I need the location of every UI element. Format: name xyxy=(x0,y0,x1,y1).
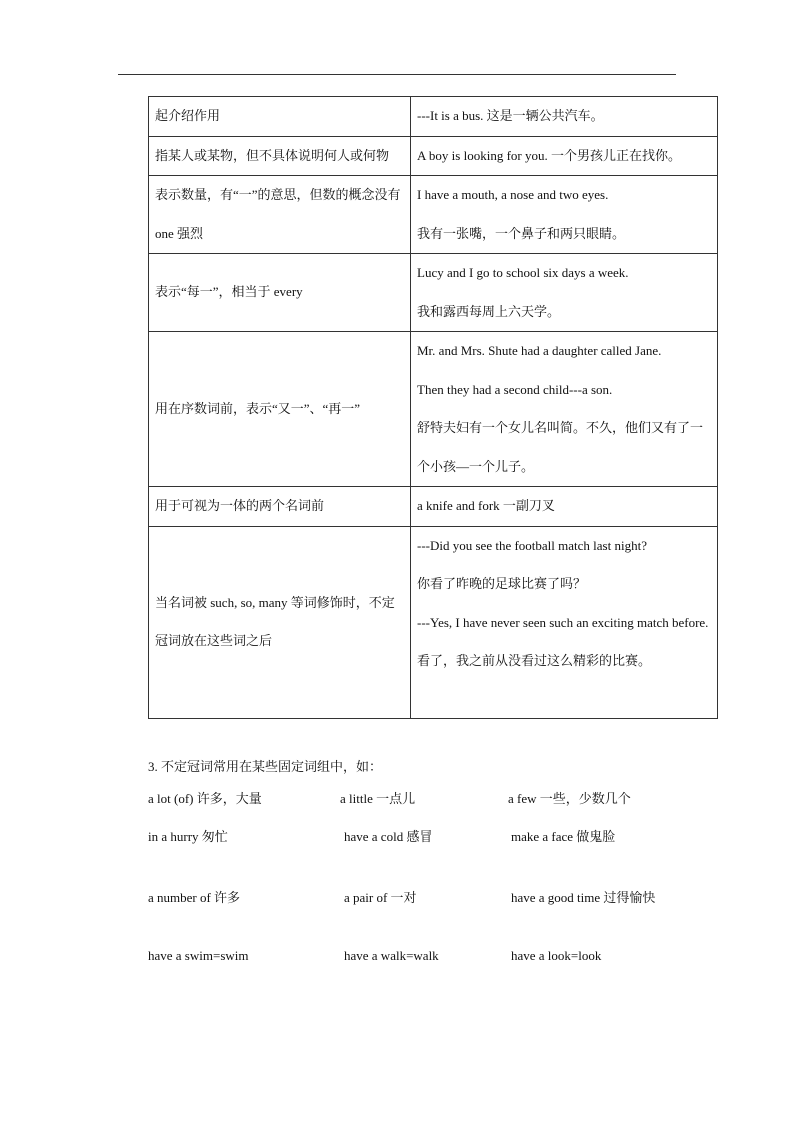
example-cell: ---Did you see the football match last night? 你看了昨晚的足球比赛了吗？ ---Yes, I have never seen such an exciting match before. 看了，我之前从没看过这么精彩的比赛。 xyxy=(411,526,718,718)
example-cell: I have a mouth, a nose and two eyes. 我有一张嘴，一个鼻子和两只眼睛。 xyxy=(411,176,718,254)
phrase: in a hurry 匆忙 xyxy=(148,829,228,844)
usage-cell: 用于可视为一体的两个名词前 xyxy=(149,487,411,527)
example-cell: ---It is a bus. 这是一辆公共汽车。 xyxy=(411,97,718,137)
phrase: have a good time 过得愉快 xyxy=(511,890,656,905)
example-cell: Lucy and I go to school six days a week. 我和露西每周上六天学。 xyxy=(411,254,718,332)
example-cell: a knife and fork 一副刀叉 xyxy=(411,487,718,527)
phrase: have a look=look xyxy=(511,948,602,963)
article-usage-table xyxy=(148,96,718,719)
table-row xyxy=(149,136,718,176)
example-cell: Mr. and Mrs. Shute had a daughter called Jane. Then they had a second child---a son. 舒特夫妇有一个女儿名叫简。不久，他们又有了一个小孩—一个儿子。 xyxy=(411,332,718,487)
usage-cell: 起介绍作用 xyxy=(149,97,411,137)
phrase-row xyxy=(148,788,708,814)
example-cell: A boy is looking for you. 一个男孩儿正在找你。 xyxy=(411,136,718,176)
phrase-row xyxy=(148,948,708,974)
phrase: make a face 做鬼脸 xyxy=(511,829,616,844)
phrase: a number of 许多 xyxy=(148,890,241,905)
phrase: have a swim=swim xyxy=(148,948,249,963)
table-row xyxy=(149,176,718,254)
phrase: a little 一点儿 xyxy=(340,791,416,806)
usage-cell: 当名词被 such, so, many 等词修饰时，不定冠词放在这些词之后 xyxy=(149,526,411,718)
usage-cell: 表示数量，有“一”的意思，但数的概念没有 one 强烈 xyxy=(149,176,411,254)
phrase: a pair of 一对 xyxy=(344,890,417,905)
phrase: a lot (of) 许多，大量 xyxy=(148,791,262,806)
table-row xyxy=(149,526,718,718)
table-row xyxy=(149,332,718,487)
usage-cell: 用在序数词前，表示“又一”、“再一” xyxy=(149,332,411,487)
section-3-title: 3. 不定冠词常用在某些固定词组中，如： xyxy=(148,759,383,774)
header-rule xyxy=(118,74,676,75)
table-row xyxy=(149,487,718,527)
table-row xyxy=(149,254,718,332)
phrase-row xyxy=(148,887,708,913)
phrase: have a cold 感冒 xyxy=(344,829,433,844)
phrase: a few 一些，少数几个 xyxy=(508,791,631,806)
phrase: have a walk=walk xyxy=(344,948,439,963)
usage-cell: 表示“每一”，相当于 every xyxy=(149,254,411,332)
usage-cell: 指某人或某物，但不具体说明何人或何物 xyxy=(149,136,411,176)
table-row xyxy=(149,97,718,137)
fixed-phrases-list xyxy=(148,788,708,974)
phrase-row xyxy=(148,826,708,852)
